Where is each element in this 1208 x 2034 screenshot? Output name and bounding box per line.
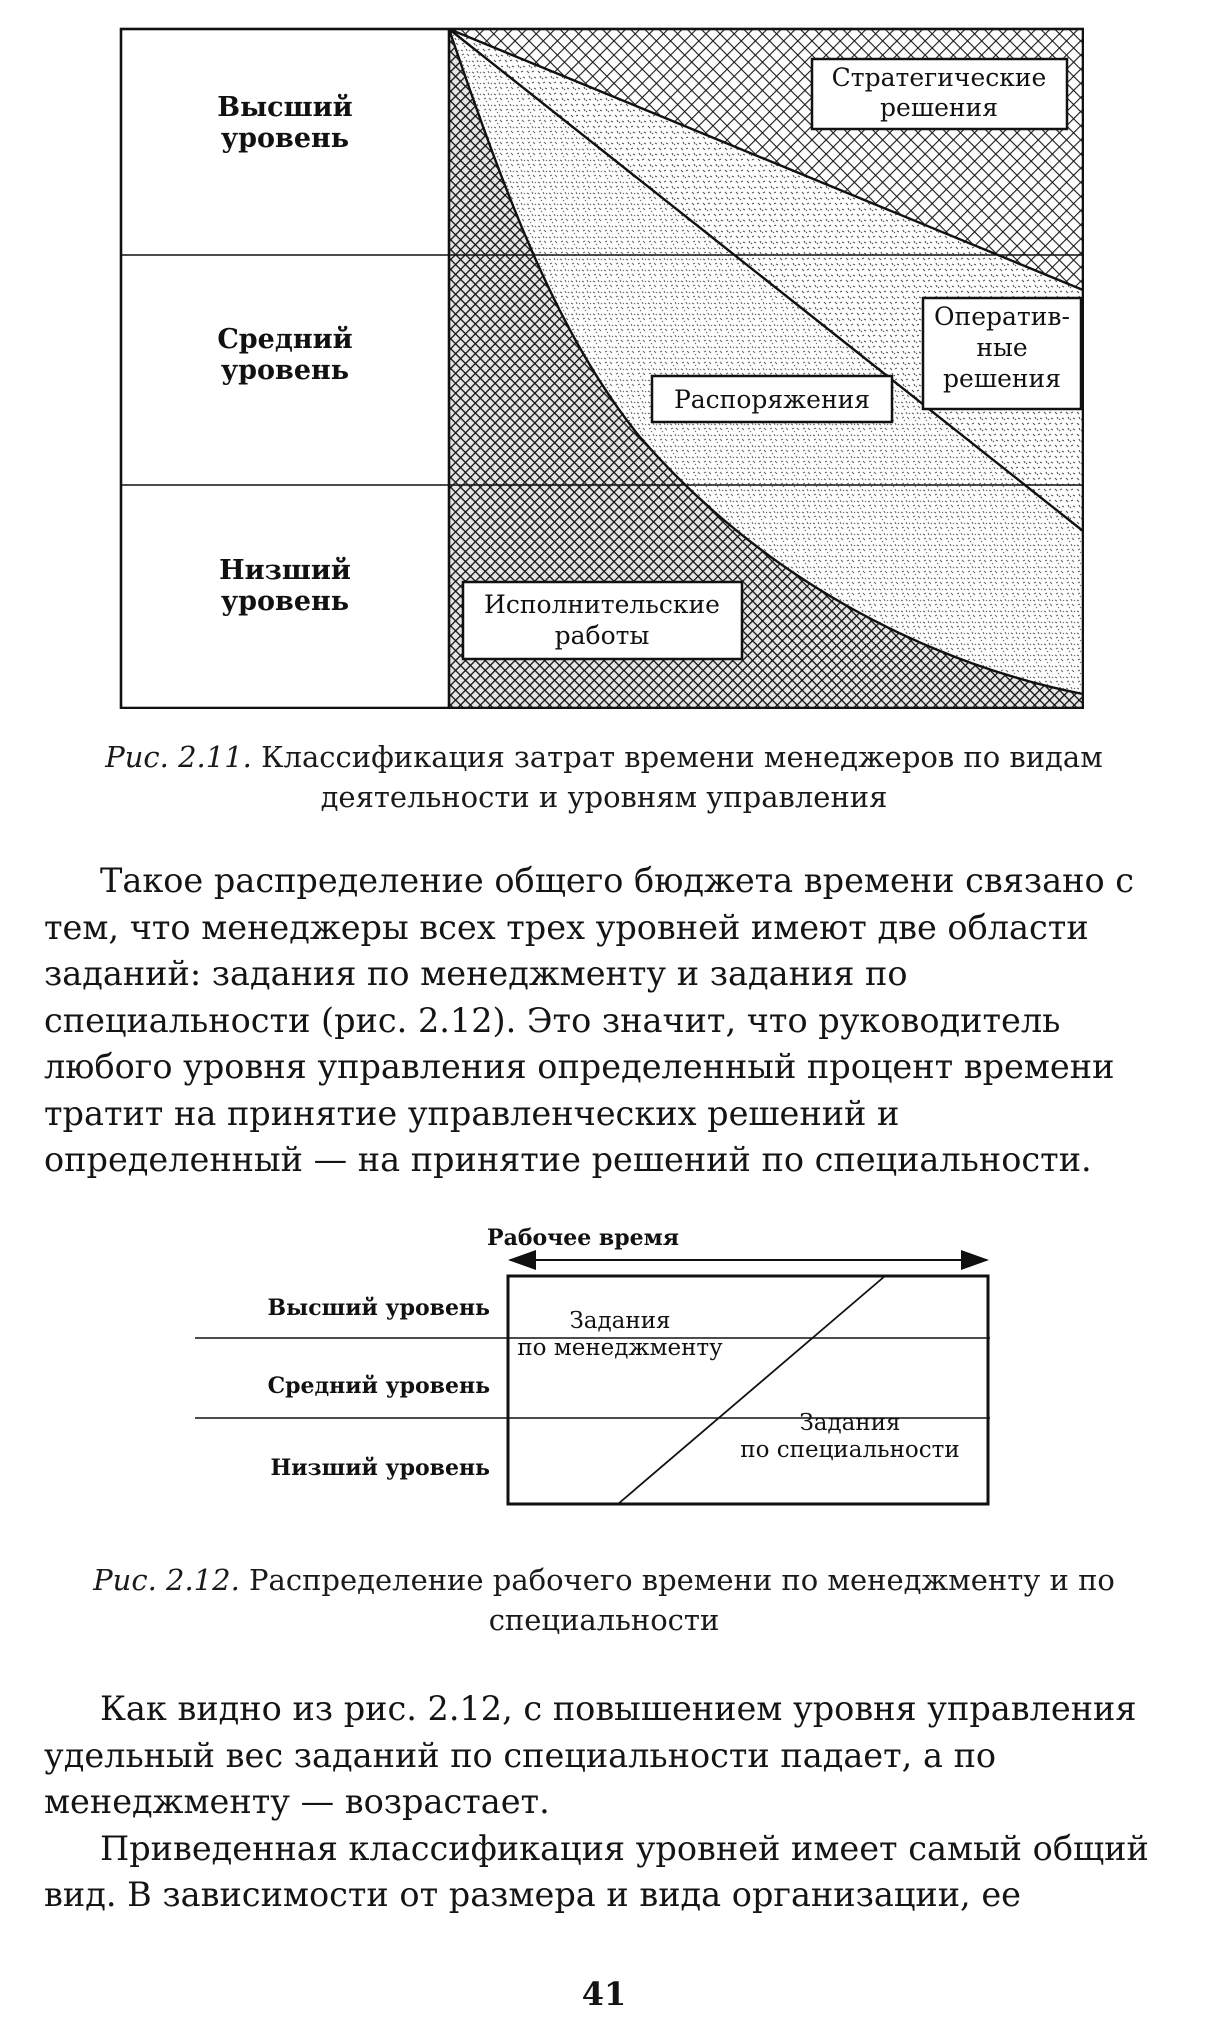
level-label-bottom: Низший уровень — [219, 555, 351, 617]
level-label-middle: Средний уровень — [217, 324, 353, 386]
caption-number: Рис. 2.11. — [105, 740, 252, 774]
caption-number: Рис. 2.12. — [93, 1563, 240, 1597]
specialty-tasks-label: Задания по специальности — [740, 1410, 960, 1463]
figure-2-11 — [119, 26, 1084, 709]
figure-2-11-caption — [40, 737, 1168, 817]
strategic-label: Стратегические решения — [831, 63, 1047, 122]
fig2-level-middle: Средний уровень — [267, 1373, 490, 1399]
body-paragraph: Такое распределение общего бюджета времени связано с тем, что менеджеры всех трех уровней имеют две области заданий: задания по менеджменту и задания по специальности (рис. 2.12). Это значит, что руководитель любого уровня управления определенный процент времени тратит на принятие управленческих решений и определенный — на принятие решений по специальности. — [44, 861, 1135, 1179]
management-tasks-label: Задания по менеджменту — [517, 1308, 723, 1361]
page-number: 41 — [581, 1975, 627, 2013]
figure-2-12 — [190, 1220, 1020, 1540]
executive-label: Исполнительские работы — [484, 590, 720, 650]
body-paragraph-2-block — [44, 1686, 1166, 1919]
body-paragraph: Как видно из рис. 2.12, с повышением уровня управления удельный вес заданий по специальности падает, а по менеджменту — возрастает. — [44, 1689, 1137, 1821]
body-paragraph: Приведенная классификация уровней имеет самый общий вид. В зависимости от размера и вида организации, ее — [44, 1828, 1149, 1914]
figure-2-12-caption — [40, 1560, 1168, 1640]
body-paragraph-1-block — [44, 858, 1166, 1184]
level-label-top: Высший уровень — [217, 92, 353, 154]
caption-text: Классификация затрат времени менеджеров по видам деятельности и уровням управления — [261, 740, 1103, 814]
working-time-label: Рабочее время — [487, 1225, 679, 1251]
operative-label: Оператив-ные решения — [934, 302, 1070, 393]
fig2-level-top: Высший уровень — [267, 1295, 490, 1321]
fig2-level-bottom: Низший уровень — [270, 1455, 490, 1481]
caption-text: Распределение рабочего времени по менеджменту и по специальности — [249, 1563, 1115, 1637]
orders-label: Распоряжения — [673, 385, 871, 414]
